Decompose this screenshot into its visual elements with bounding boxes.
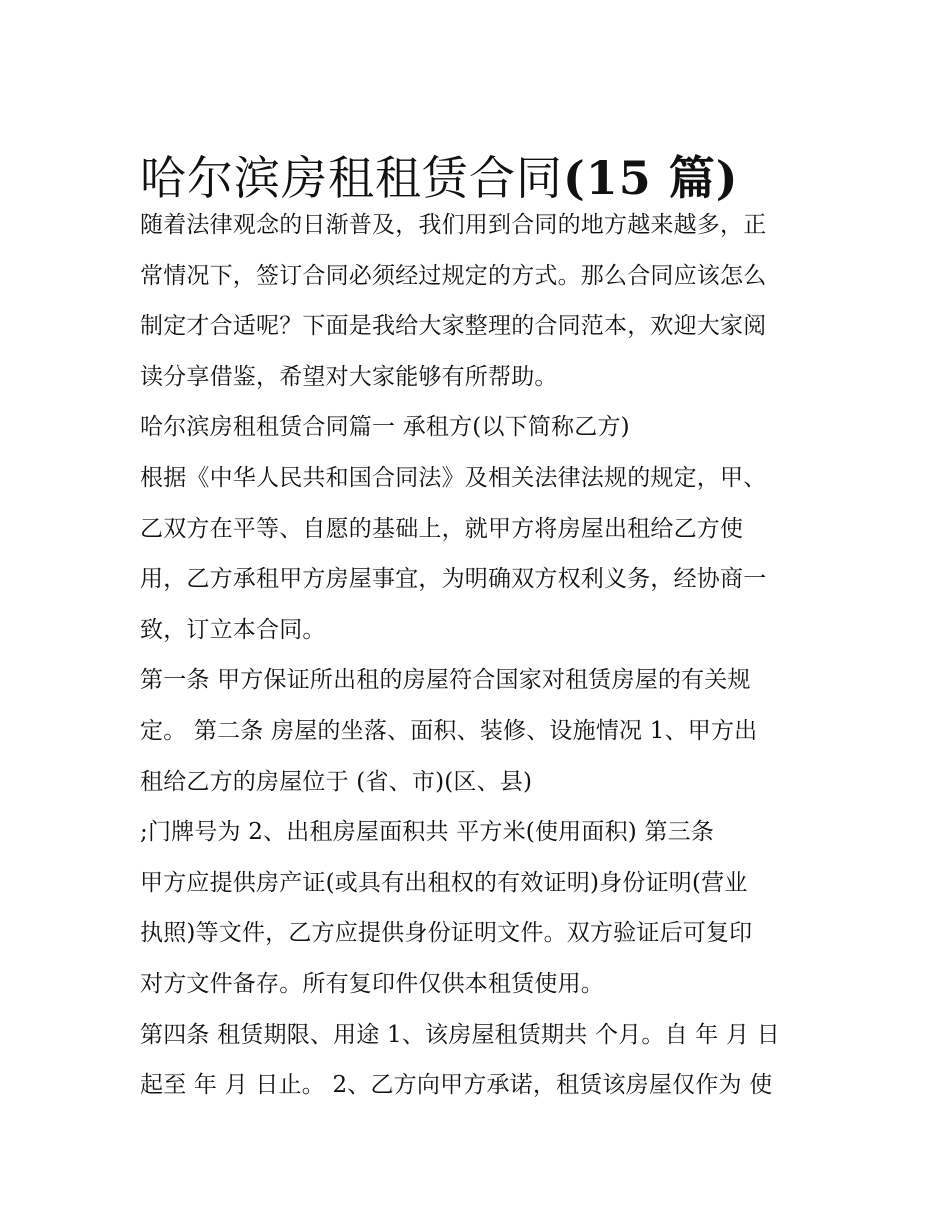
clause-line: 租给乙方的房屋位于 (省、市)(区、县) — [140, 768, 533, 795]
clause-line: 对方文件备存。所有复印件仅供本租赁使用。 — [140, 970, 604, 997]
clause-line: ;门牌号为 2、出租房屋面积共 平方米(使用面积) 第三条 — [140, 819, 715, 846]
body-line: 根据《中华人民共和国合同法》及相关法律法规的规定，甲、 — [140, 464, 767, 491]
clause-line: 甲方应提供房产证(或具有出租权的有效证明)身份证明(营业 — [140, 869, 748, 896]
body-line: 随着法律观念的日渐普及，我们用到合同的地方越来越多，正 — [140, 212, 767, 238]
body-line: 致，订立本合同。 — [140, 616, 326, 643]
body-line: 用，乙方承租甲方房屋事宜，为明确双方权利义务，经协商一 — [140, 566, 767, 593]
body-line: 乙双方在平等、自愿的基础上，就甲方将房屋出租给乙方使 — [140, 515, 744, 542]
body-line: 常情况下，签订合同必须经过规定的方式。那么合同应该怎么 — [140, 262, 767, 289]
title-main-text: 哈尔滨房租租赁合同 — [140, 150, 563, 205]
clause-line: 执照)等文件，乙方应提供身份证明文件。双方验证后可复印 — [140, 920, 753, 947]
body-line: 制定才合适呢？下面是我给大家整理的合同范本，欢迎大家阅 — [140, 313, 767, 340]
clause-line: 起至 年 月 日止。 2、乙方向甲方承诺，租赁该房屋仅作为 使 — [140, 1072, 773, 1099]
clause-line: 第四条 租赁期限、用途 1、该房屋租赁期共 个月。自 年 月 日 — [140, 1021, 780, 1048]
clause-line: 定。 第二条 房屋的坐落、面积、装修、设施情况 1、甲方出 — [140, 717, 758, 744]
clause-line: 第一条 甲方保证所出租的房屋符合国家对租赁房屋的有关规 — [140, 667, 751, 694]
title-count-text: (15 篇) — [563, 150, 739, 205]
section-heading-line: 哈尔滨房租租赁合同篇一 承租方(以下简称乙方) — [140, 414, 630, 441]
document-body — [140, 200, 820, 1111]
body-line: 读分享借鉴，希望对大家能够有所帮助。 — [140, 363, 558, 390]
